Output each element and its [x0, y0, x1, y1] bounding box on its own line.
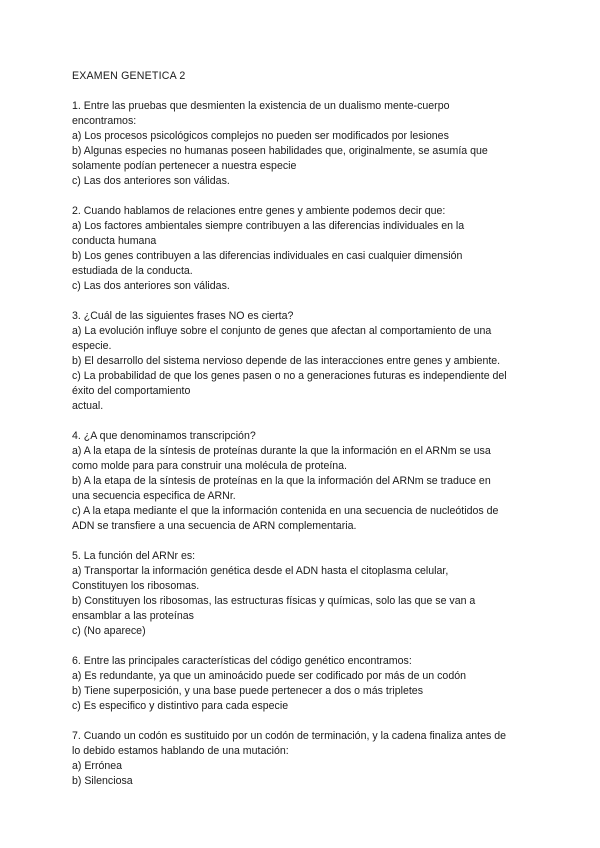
question-2-option-a: a) Los factores ambientales siempre contribuyen a las diferencias individuales en la: [72, 220, 465, 232]
question-6-option-a: a) Es redundante, ya que un aminoácido puede ser codificado por más de un codón: [72, 670, 466, 682]
question-3-option-a: a) La evolución influye sobre el conjunto de genes que afectan al comportamiento de una: [72, 325, 492, 337]
question-4-option-b: b) A la etapa de la síntesis de proteínas en la que la información del ARNm se traduce en: [72, 475, 491, 487]
question-5-option-b-cont: ensamblar a las proteínas: [72, 610, 194, 622]
question-1-option-a: a) Los procesos psicológicos complejos no pueden ser modificados por lesiones: [72, 130, 449, 142]
question-7: [72, 729, 532, 789]
question-3: [72, 309, 532, 414]
question-3-option-c: c) La probabilidad de que los genes pasen o no a generaciones futuras es independiente del: [72, 370, 507, 382]
question-7-option-a: a) Errónea: [72, 760, 123, 772]
question-4-option-a: a) A la etapa de la síntesis de proteínas durante la que la información en el ARNm se usa: [72, 445, 491, 457]
question-7-stem-cont: lo debido estamos hablando de una mutación:: [72, 745, 289, 757]
question-2-option-a-cont: conducta humana: [72, 235, 157, 247]
question-6-option-b: b) Tiene superposición, y una base puede pertenecer a dos o más tripletes: [72, 685, 423, 697]
question-4-option-a-cont: como molde para para construir una molécula de proteína.: [72, 460, 348, 472]
question-3-option-c-cont: éxito del comportamiento: [72, 385, 191, 397]
question-4-option-b-cont: una secuencia especifica de ARNr.: [72, 490, 236, 502]
question-2: [72, 204, 532, 294]
question-4-option-c: c) A la etapa mediante el que la información contenida en una secuencia de nucleótidos de: [72, 505, 499, 517]
question-7-option-b: b) Silenciosa: [72, 775, 133, 787]
question-5-option-b: b) Constituyen los ribosomas, las estructuras físicas y químicas, solo las que se van a: [72, 595, 476, 607]
question-2-option-b-cont: estudiada de la conducta.: [72, 265, 193, 277]
question-5-option-c: c) (No aparece): [72, 625, 146, 637]
question-1-stem: 1. Entre las pruebas que desmienten la existencia de un dualismo mente-cuerpo: [72, 100, 450, 112]
question-4: [72, 429, 532, 534]
question-5-option-a: a) Transportar la información genética desde el ADN hasta el citoplasma celular,: [72, 565, 449, 577]
question-3-option-c-end: actual.: [72, 400, 104, 412]
question-1: [72, 99, 532, 189]
question-2-stem: 2. Cuando hablamos de relaciones entre genes y ambiente podemos decir que:: [72, 205, 446, 217]
question-4-stem: 4. ¿A que denominamos transcripción?: [72, 430, 256, 442]
question-3-option-b: b) El desarrollo del sistema nervioso depende de las interacciones entre genes y ambiente.: [72, 355, 501, 367]
question-6: [72, 654, 532, 714]
question-2-option-c: c) Las dos anteriores son válidas.: [72, 280, 230, 292]
question-6-stem: 6. Entre las principales características del código genético encontramos:: [72, 655, 412, 667]
exam-page: [72, 69, 532, 804]
question-1-option-c: c) Las dos anteriores son válidas.: [72, 175, 230, 187]
question-3-option-a-cont: especie.: [72, 340, 112, 352]
question-1-option-b: b) Algunas especies no humanas poseen habilidades que, originalmente, se asumía que: [72, 145, 488, 157]
question-5-stem: 5. La función del ARNr es:: [72, 550, 196, 562]
question-5: [72, 549, 532, 639]
question-2-option-b: b) Los genes contribuyen a las diferencias individuales en casi cualquier dimensión: [72, 250, 463, 262]
question-4-option-c-cont: ADN se transfiere a una secuencia de ARN complementaria.: [72, 520, 357, 532]
question-6-option-c: c) Es especifico y distintivo para cada especie: [72, 700, 289, 712]
question-1-stem-cont: encontramos:: [72, 115, 137, 127]
question-5-option-a-cont: Constituyen los ribosomas.: [72, 580, 200, 592]
question-1-option-b-cont: solamente podían pertenecer a nuestra especie: [72, 160, 297, 172]
exam-title: EXAMEN GENETICA 2: [72, 70, 186, 82]
question-7-stem: 7. Cuando un codón es sustituido por un codón de terminación, y la cadena finaliza antes de: [72, 730, 507, 742]
question-3-stem: 3. ¿Cuál de las siguientes frases NO es cierta?: [72, 310, 294, 322]
